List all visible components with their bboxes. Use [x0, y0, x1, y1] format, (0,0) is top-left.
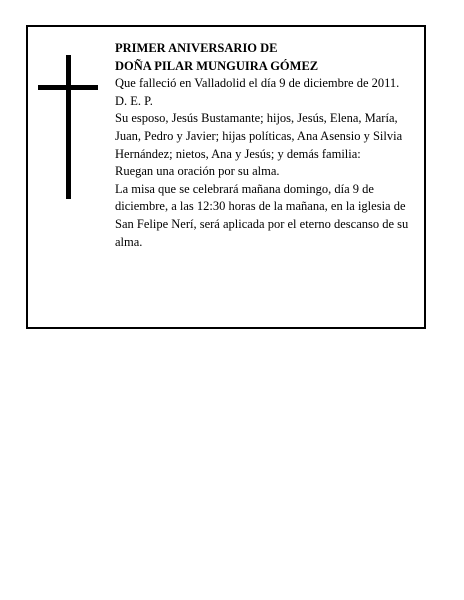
dep-line: D. E. P.: [115, 93, 153, 108]
death-info: Que falleció en Valladolid el día 9 de diciembre de 2011.: [115, 76, 400, 91]
notice-heading-line-2: DOÑA PILAR MUNGUIRA GÓMEZ: [115, 58, 319, 73]
prayer-request: Ruegan una oración por su alma.: [115, 164, 280, 179]
cross-horizontal-bar: [38, 85, 98, 90]
obituary-text-block: [115, 40, 421, 251]
notice-heading-line-1: PRIMER ANIVERSARIO DE: [115, 41, 278, 55]
cross-vertical-bar: [66, 55, 71, 199]
cross-icon: [38, 55, 98, 199]
obituary-notice-frame: [26, 25, 426, 329]
family-list: Su esposo, Jesús Bustamante; hijos, Jesús, Elena, María, Juan, Pedro y Javier; hijas políticas, Ana Asensio y Silvia Hernández; nietos, Ana y Jesús; y demás familia:: [115, 111, 403, 161]
mass-announcement: La misa que se celebrará mañana domingo, día 9 de diciembre, a las 12:30 horas de la mañana, en la iglesia de San Felipe Nerí, será aplicada por el eterno descanso de su alma.: [115, 181, 409, 249]
